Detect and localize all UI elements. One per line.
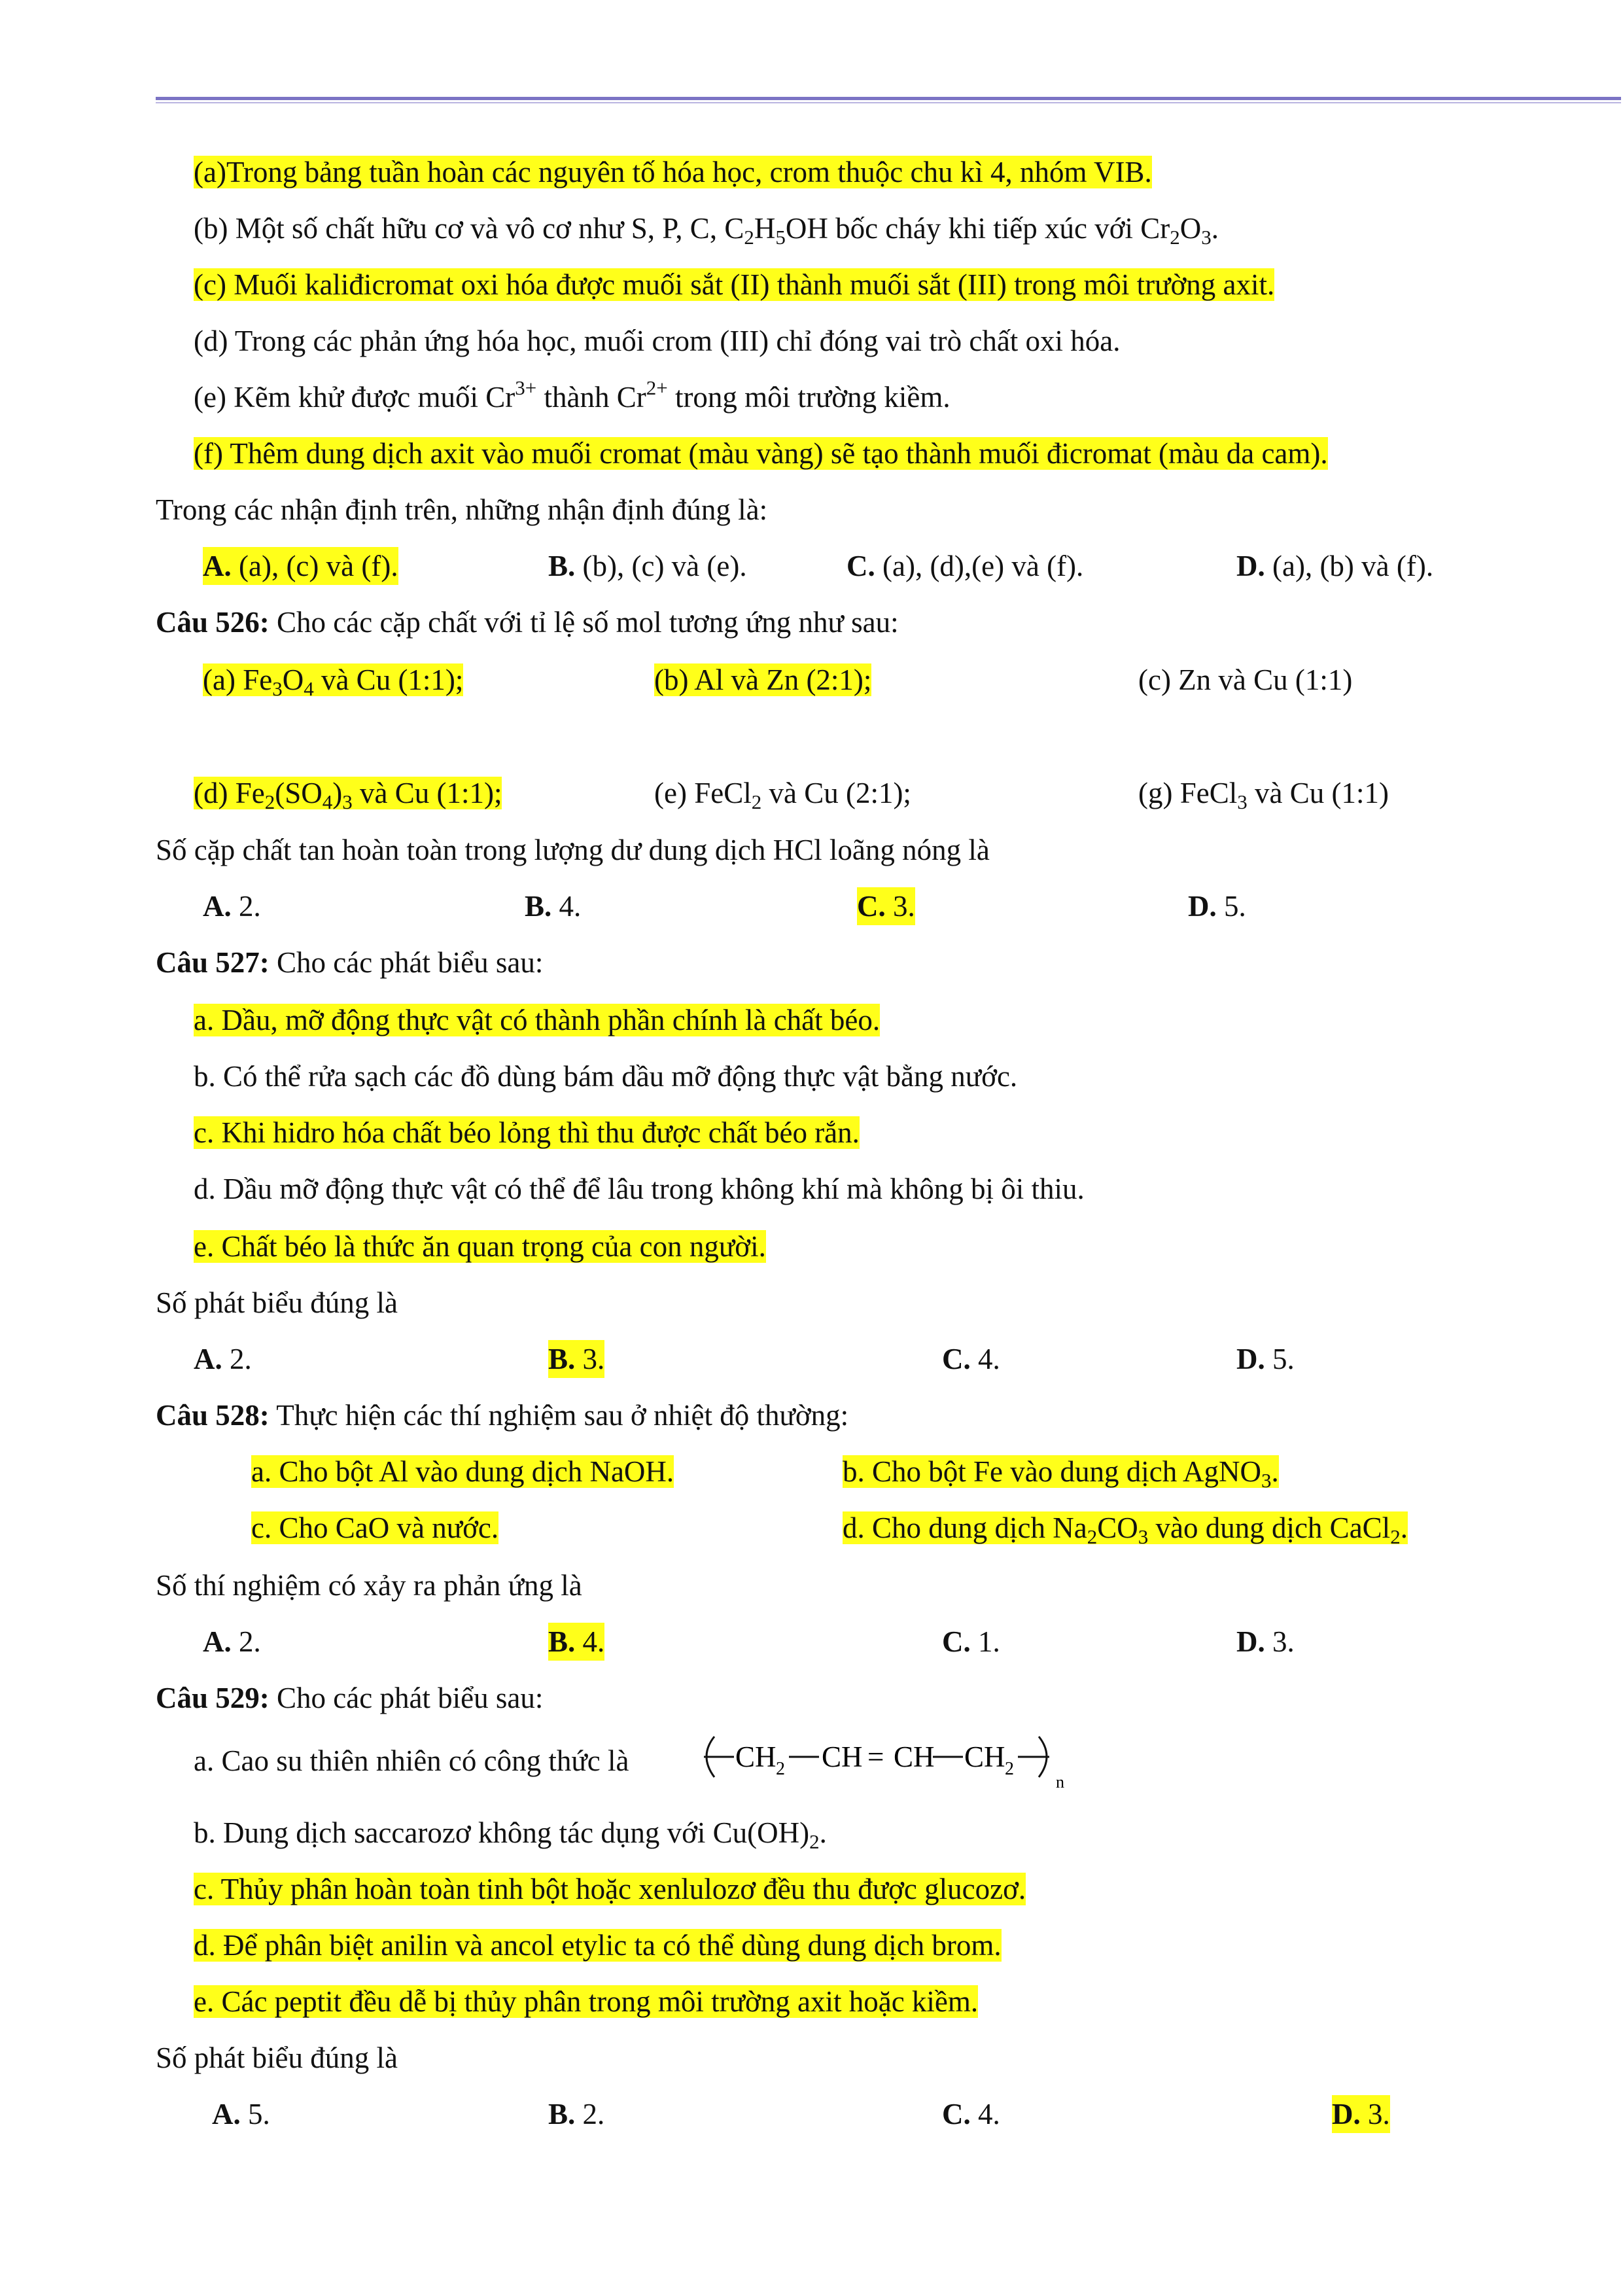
formula-sub-2-a: 2 xyxy=(776,1759,785,1779)
q526-option-a[interactable]: A. 2. xyxy=(203,890,261,923)
q529-statement-b: b. Dung dịch saccarozơ không tác dụng với $Cu(OH)_2$. xyxy=(194,1816,827,1853)
formula-ch-a: CH xyxy=(822,1740,863,1773)
q528-experiment-b: b. Cho bột Fe vào dung dịch AgNO$_3$. xyxy=(843,1455,1279,1492)
formula-ch-b: CH xyxy=(894,1740,935,1773)
q526-pair-c: (c) Zn và Cu (1:1) xyxy=(1138,663,1353,696)
q528-option-c[interactable]: C. 1. xyxy=(942,1625,1000,1658)
q525-statement-e: (e) Kẽm khử được muối $Cr^{3+}$ thành $Cr^{2+}$ trong môi trường kiềm. xyxy=(194,376,951,414)
q525-statement-d: (d) Trong các phản ứng hóa học, muối crom (III) chỉ đóng vai trò chất oxi hóa. xyxy=(194,325,1121,357)
q528-header: Câu 528: Thực hiện các thí nghiệm sau ở nhiệt độ thường: xyxy=(156,1399,849,1432)
q526-pair-b: (b) Al và Zn (2:1); xyxy=(654,663,872,696)
formula-sub-n: n xyxy=(1056,1773,1064,1792)
q527-option-d[interactable]: D. 5. xyxy=(1236,1343,1295,1375)
q528-experiment-a: a. Cho bột Al vào dung dịch NaOH. xyxy=(251,1455,674,1488)
formula-ch2-b: CH xyxy=(964,1740,1005,1773)
q528-option-b[interactable]: B. 4. xyxy=(548,1623,604,1661)
header-rule xyxy=(156,97,1621,100)
q527-option-b[interactable]: B. 3. xyxy=(548,1340,604,1378)
q527-stem: Số phát biểu đúng là xyxy=(156,1286,398,1319)
q525-option-a[interactable]: A. (a), (c) và (f). xyxy=(203,547,398,585)
q525-statement-b: (b) Một số chất hữu cơ và vô cơ như S, P, C, $C_2H_5OH$ bốc cháy khi tiếp xúc với $Cr_2O_3$. xyxy=(194,212,1219,249)
q529-statement-c: c. Thủy phân hoàn toàn tinh bột hoặc xenlulozơ đều thu được glucozơ. xyxy=(194,1873,1026,1905)
q525-statement-a: (a)Trong bảng tuần hoàn các nguyên tố hóa học, crom thuộc chu kì 4, nhóm VIB. xyxy=(194,156,1152,188)
q525-option-b[interactable]: B. (b), (c) và (e). xyxy=(548,550,747,582)
q529-stem: Số phát biểu đúng là xyxy=(156,2041,398,2074)
q527-statement-d: d. Dầu mỡ động thực vật có thể để lâu trong không khí mà không bị ôi thiu. xyxy=(194,1173,1085,1205)
q526-option-b[interactable]: B. 4. xyxy=(525,890,582,923)
q526-pair-e: (e) FeCl$_2$ và Cu (2:1); xyxy=(654,777,911,813)
q526-option-c[interactable]: C. 3. xyxy=(857,887,915,925)
q528-experiment-d: d. Cho dung dịch $Na_2CO_3$ vào dung dịch CaCl$_2$. xyxy=(843,1511,1408,1548)
q528-experiment-c: c. Cho CaO và nước. xyxy=(251,1511,499,1544)
q529-statement-e: e. Các peptit đều dễ bị thủy phân trong môi trường axit hoặc kiềm. xyxy=(194,1985,979,2018)
q527-statement-c: c. Khi hidro hóa chất béo lỏng thì thu được chất béo rắn. xyxy=(194,1116,860,1149)
q527-option-a[interactable]: A. 2. xyxy=(194,1343,252,1375)
q526-stem: Số cặp chất tan hoàn toàn trong lượng dư dung dịch HCl loãng nóng là xyxy=(156,834,990,866)
q529-option-c[interactable]: C. 4. xyxy=(942,2098,1000,2130)
q528-option-d[interactable]: D. 3. xyxy=(1236,1625,1295,1658)
q525-option-d[interactable]: D. (a), (b) và (f). xyxy=(1236,550,1434,582)
q525-stem: Trong các nhận định trên, những nhận định đúng là: xyxy=(156,493,768,526)
q526-header: Câu 526: Cho các cặp chất với tỉ lệ số mol tương ứng như sau: xyxy=(156,606,899,639)
q527-header: Câu 527: Cho các phát biểu sau: xyxy=(156,946,544,979)
formula-double-bond: = xyxy=(867,1740,884,1773)
q528-stem: Số thí nghiệm có xảy ra phản ứng là xyxy=(156,1569,582,1602)
formula-ch2-a: CH xyxy=(735,1740,777,1773)
q527-statement-b: b. Có thể rửa sạch các đồ dùng bám dầu mỡ động thực vật bằng nước. xyxy=(194,1060,1018,1093)
q527-option-c[interactable]: C. 4. xyxy=(942,1343,1000,1375)
q529-option-d[interactable]: D. 3. xyxy=(1332,2095,1390,2133)
q525-option-c[interactable]: C. (a), (d),(e) và (f). xyxy=(846,550,1084,582)
header-rule-thin xyxy=(156,102,1621,103)
q526-pair-g: (g) FeCl$_3$ và Cu (1:1) xyxy=(1138,777,1389,813)
q527-statement-a: a. Dầu, mỡ động thực vật có thành phần chính là chất béo. xyxy=(194,1004,881,1036)
q529-header: Câu 529: Cho các phát biểu sau: xyxy=(156,1682,544,1714)
formula-sub-2-b: 2 xyxy=(1005,1759,1014,1779)
q529-statement-a: a. Cao su thiên nhiên có công thức là xyxy=(194,1744,629,1777)
q528-option-a[interactable]: A. 2. xyxy=(203,1625,261,1658)
natural-rubber-formula xyxy=(695,1726,1100,1805)
q525-statement-c: (c) Muối kaliđicromat oxi hóa được muối sắt (II) thành muối sắt (III) trong môi trường axit. xyxy=(194,268,1275,301)
q526-pair-a: (a) $Fe_3O_4$ và Cu (1:1); xyxy=(203,663,464,700)
q529-option-b[interactable]: B. 2. xyxy=(548,2098,605,2130)
q526-option-d[interactable]: D. 5. xyxy=(1188,890,1246,923)
q525-statement-f: (f) Thêm dung dịch axit vào muối cromat (màu vàng) sẽ tạo thành muối đicromat (màu da cam). xyxy=(194,437,1328,470)
q527-statement-e: e. Chất béo là thức ăn quan trọng của con người. xyxy=(194,1230,766,1263)
q529-statement-d: d. Để phân biệt anilin và ancol etylic ta có thể dùng dung dịch brom. xyxy=(194,1929,1002,1962)
q526-pair-d: (d) $Fe_2(SO_4)_3$ và Cu (1:1); xyxy=(194,777,502,813)
q529-option-a[interactable]: A. 5. xyxy=(212,2098,270,2130)
